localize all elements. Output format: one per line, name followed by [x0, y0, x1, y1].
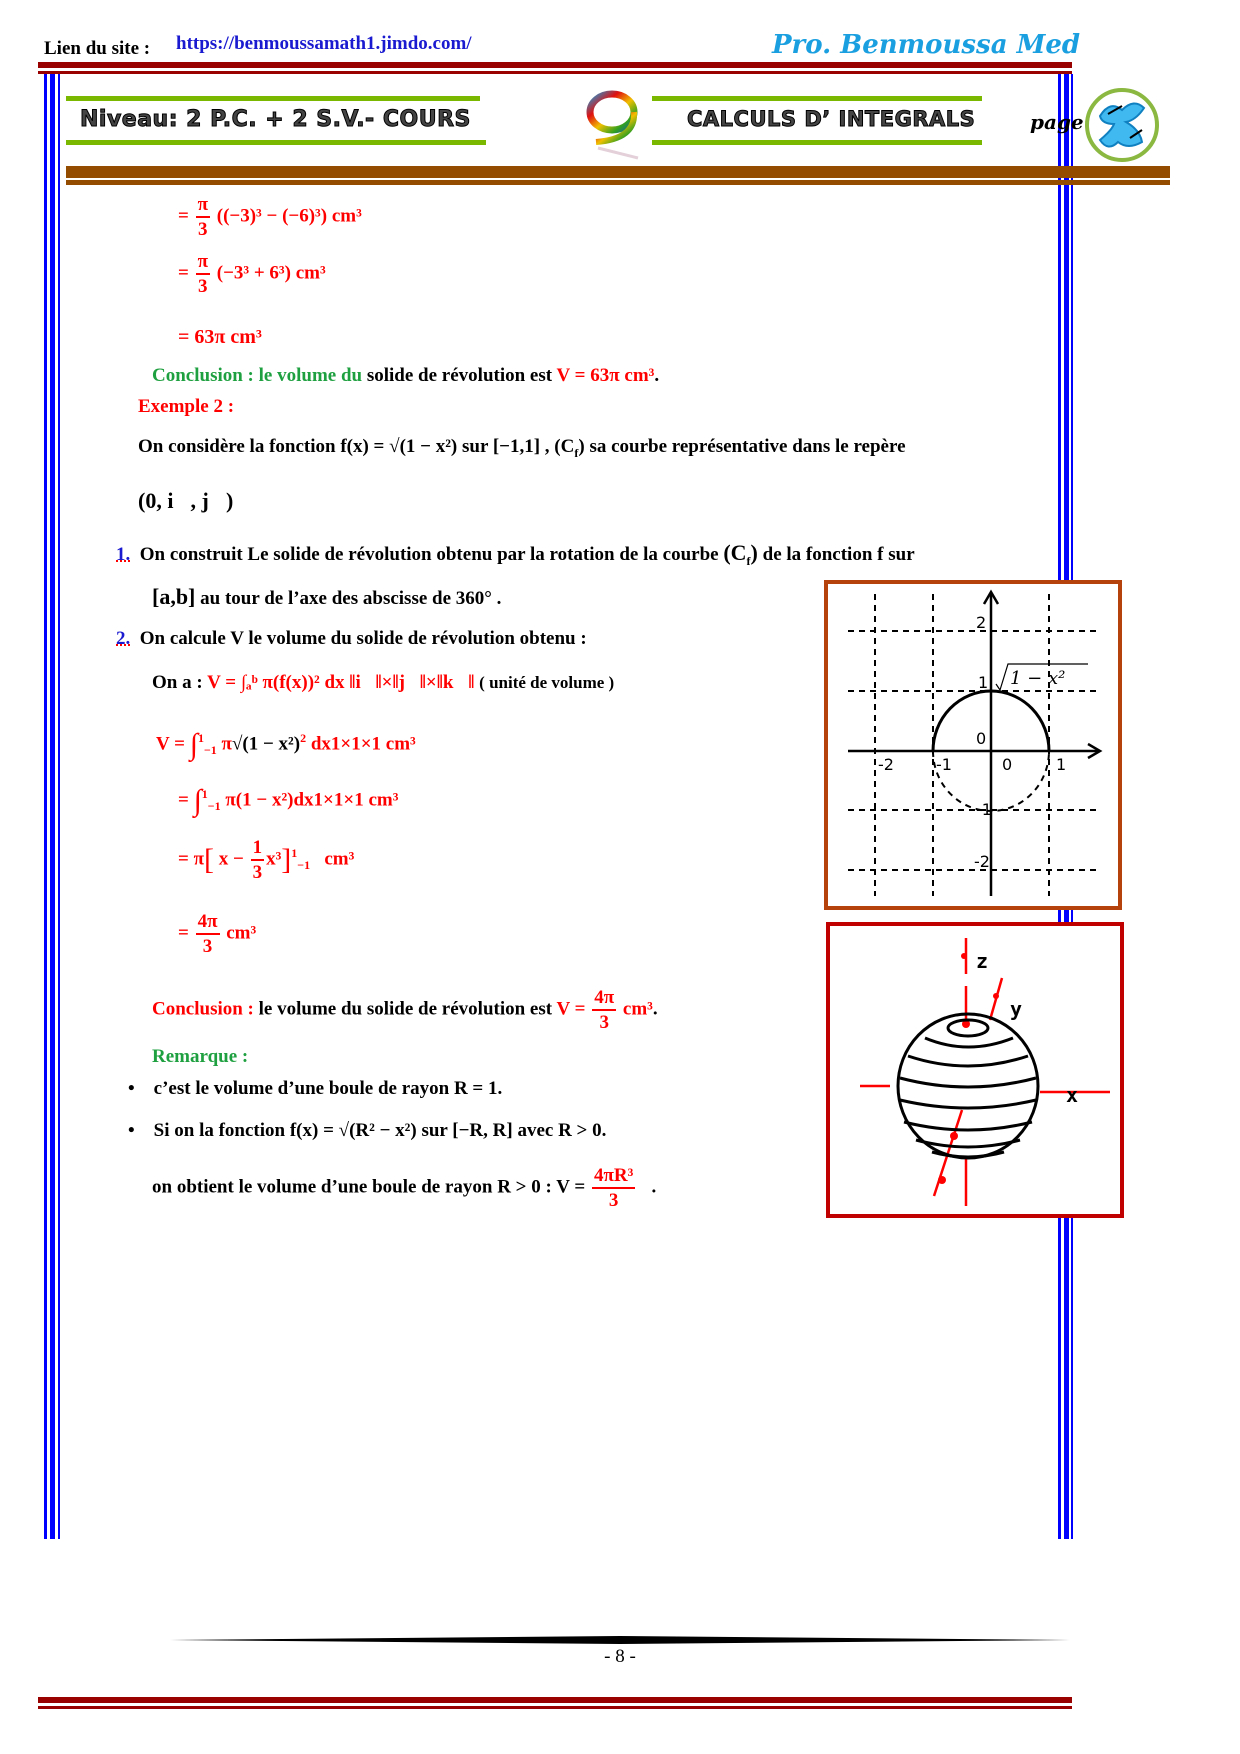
frame-top-bar-thin	[38, 71, 1072, 74]
header-green-line	[652, 96, 982, 101]
footer-divider	[170, 1632, 1070, 1642]
frame-left-bar	[44, 74, 47, 1539]
calc-line-1: = $\frac{\pi}{3}$ ((−3)³ − (−6)³) cm³	[178, 194, 362, 240]
frame-top-bar	[38, 62, 1072, 68]
site-label: Lien du site :	[44, 38, 151, 59]
example-2-intro: On considère la fonction f(x) = √(1 − x²) sur [−1,1] , $(C_f)$ sa courbe représentative dans le repère	[138, 436, 906, 460]
site-link[interactable]: https://benmoussamath1.jimdo.com/	[176, 33, 472, 54]
svg-text:1: 1	[978, 673, 989, 692]
svg-text:z: z	[976, 949, 989, 973]
graph-figure	[824, 580, 1122, 910]
repere: (0, i⃗, j⃗)	[138, 488, 234, 513]
page-badge-icon	[1082, 86, 1162, 164]
header-brown-bar	[66, 166, 1170, 178]
page-word: page	[1030, 110, 1084, 134]
page-number: - 8 -	[604, 1646, 636, 1667]
svg-text:-2: -2	[878, 755, 894, 774]
svg-text:y: y	[1010, 997, 1023, 1021]
header-green-line	[66, 140, 486, 145]
sphere-figure	[826, 922, 1124, 1218]
svg-text:-1: -1	[976, 800, 992, 819]
calc-v-line-4: = $\frac{4\pi}{3}$ cm³	[178, 911, 257, 957]
svg-text:x: x	[1066, 1083, 1079, 1107]
logo-icon	[578, 84, 650, 164]
final-statement: on obtient le volume d’une boule de rayon R > 0 : V = $\frac{\text{4πR³}}{3}$ .	[152, 1165, 657, 1211]
frame-left-bar	[50, 74, 55, 1539]
svg-text:0: 0	[1002, 755, 1013, 774]
step-2: 2. On calcule V le volume du solide de révolution obtenu :	[116, 628, 587, 649]
calc-line-2: = $\frac{\pi}{3}$ (−3³ + 6³) cm³	[178, 251, 326, 297]
calc-line-3: = 63π cm³	[178, 326, 262, 348]
calc-v-line-2: = ∫$^1_{-1}$ π(1 − x²)dx1×1×1 cm³	[178, 784, 399, 817]
author-name: Pro. Benmoussa Med	[772, 30, 1081, 60]
bullet-2: • Si on la fonction f(x) = √(R² − x²) sur [−R, R] avec R > 0.	[128, 1120, 607, 1141]
conclusion-2: Conclusion : le volume du solide de révolution est V = $\frac{4\pi}{3}$ cm³.	[152, 987, 658, 1033]
step-1: 1. On construit Le solide de révolution obtenu par la rotation de la courbe $(C_f)$ de la fonction f sur	[116, 540, 915, 568]
svg-text:2: 2	[976, 613, 987, 632]
volume-formula: On a : V = ∫ₐᵇ π(f(x))² dx ‖i⃗‖×‖j⃗‖×‖k⃗‖ ( unité de volume )	[152, 672, 615, 693]
header-brown-bar-thin	[66, 180, 1170, 185]
svg-text:-2: -2	[974, 852, 990, 871]
frame-bottom-bar-thin	[38, 1706, 1072, 1709]
header-green-line	[66, 96, 480, 101]
topic-title: CALCULS D’ INTEGRALS	[687, 107, 976, 131]
frame-left-bar	[58, 74, 60, 1539]
conclusion-1: Conclusion : le volume du solide de révolution est V = 63π cm³.	[152, 365, 660, 386]
level-title: Niveau: 2 P.C. + 2 S.V.- COURS	[80, 107, 471, 132]
calc-v-line-3: = π[ x − $\frac{1}{3}$ x³]$^1_{-1}$ cm³	[178, 837, 355, 883]
bullet-1: • c’est le volume d’une boule de rayon R = 1.	[128, 1078, 503, 1099]
frame-bottom-bar	[38, 1697, 1072, 1703]
svg-text:-1: -1	[936, 755, 952, 774]
svg-text:0: 0	[976, 729, 987, 748]
example-2-title: Exemple 2 :	[138, 396, 235, 417]
step-1-cont: [a,b] au tour de l’axe des abscisse de 360° .	[152, 584, 502, 609]
svg-text:1 − x²: 1 − x²	[1010, 668, 1066, 689]
calc-v-line-1: V = ∫$^1_{-1}$ $\pi√(1 - x^2)^2$ dx1×1×1 cm³	[156, 728, 416, 761]
svg-text:1: 1	[1056, 755, 1067, 774]
header-green-line	[652, 140, 982, 145]
remark-title: Remarque :	[152, 1046, 249, 1067]
